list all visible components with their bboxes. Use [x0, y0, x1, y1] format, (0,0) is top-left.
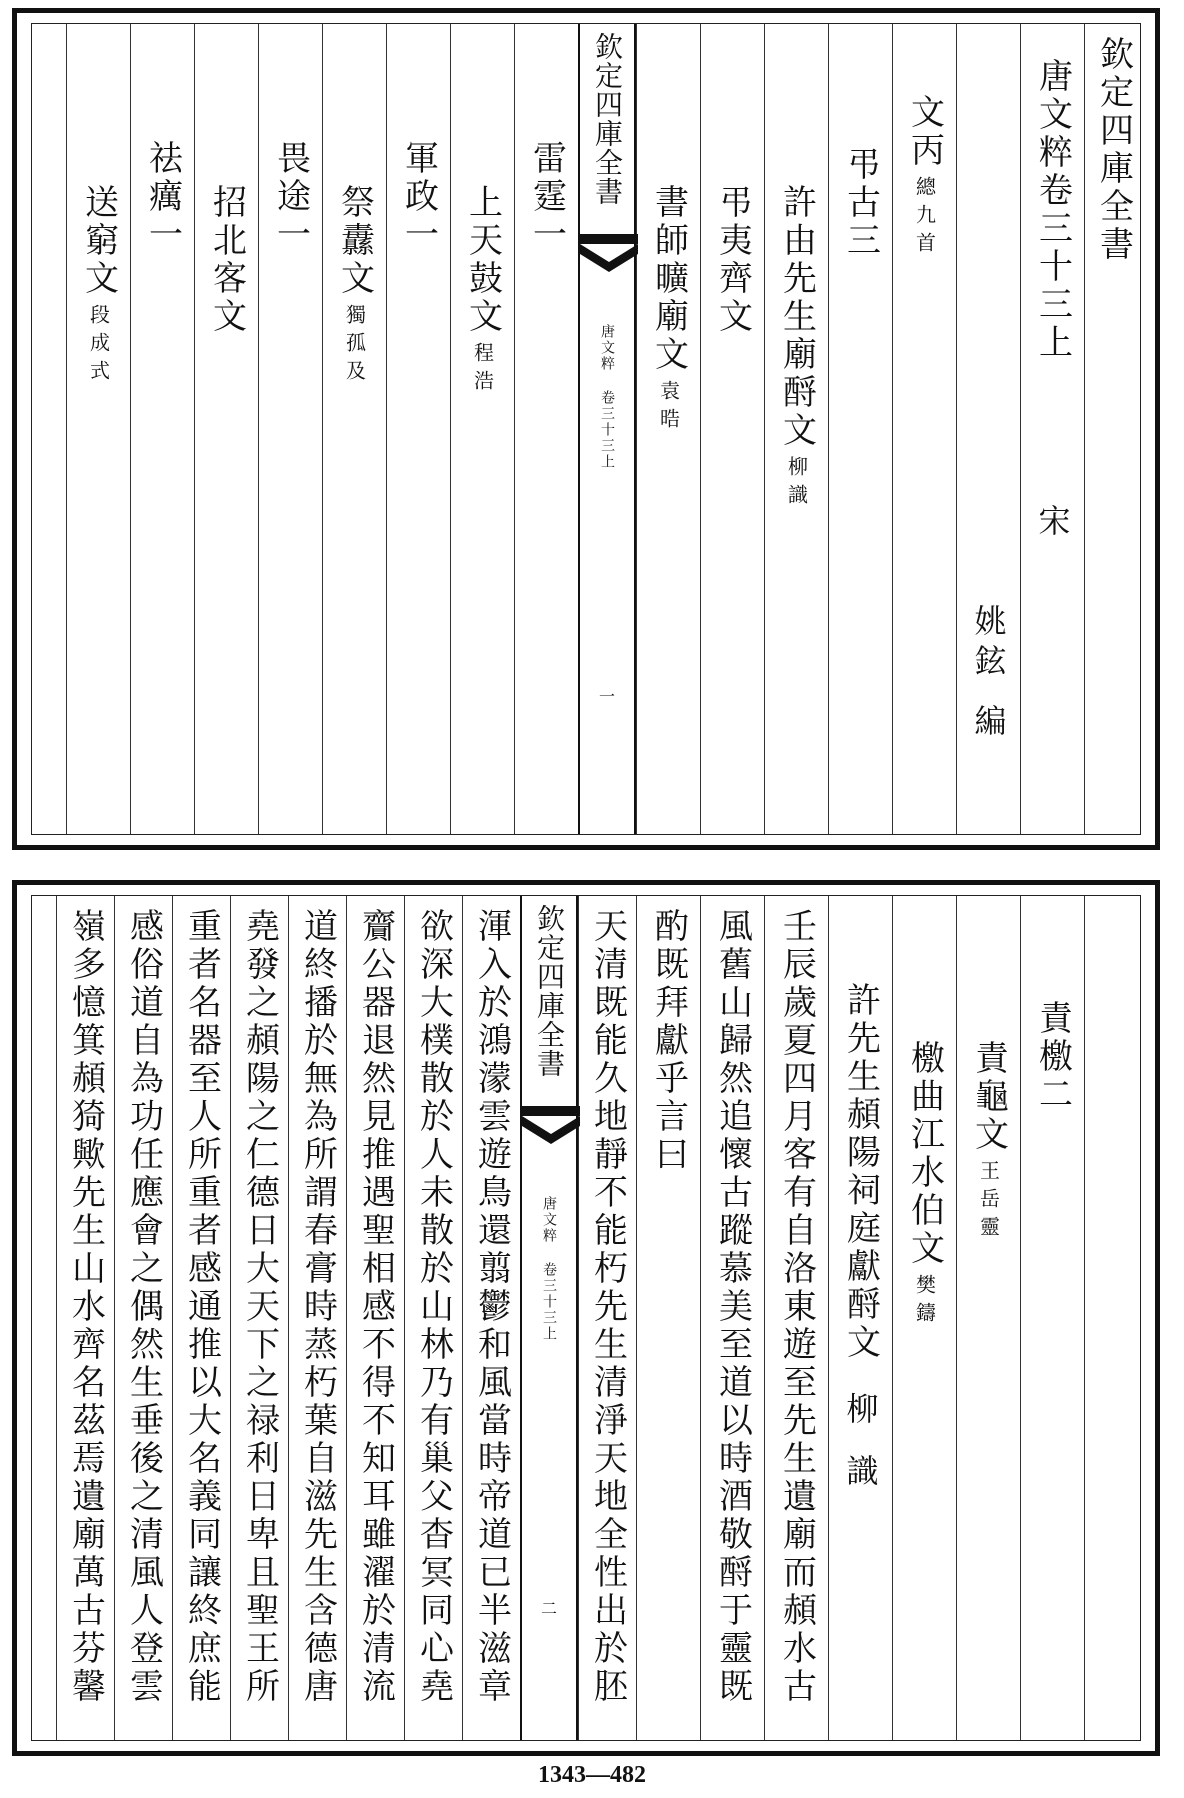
column-text: 渾入於鴻濛雲遊鳥還翦鬱和風當時帝道已半滋章 — [471, 908, 512, 1706]
main-text: 許先生頳陽祠庭獻酹文 — [840, 982, 881, 1362]
column-b-l4 — [230, 896, 288, 1740]
column-text — [776, 184, 817, 512]
note-text: 王岳靈 — [976, 1160, 1001, 1244]
column-b-l1 — [404, 896, 462, 1740]
column-t-l7 — [66, 24, 130, 834]
column-text: 道終播於無為所謂春膏時蒸朽葉自滋先生含德唐 — [297, 908, 338, 1706]
note-text: 柳識 — [784, 456, 809, 512]
column-text: 軍政一 — [398, 140, 439, 254]
column-text — [840, 982, 881, 1516]
note-text: 段成式 — [86, 304, 111, 388]
column-text: 堯發之頳陽之仁德日大天下之禄利日卑且聖王所 — [239, 908, 280, 1706]
column-b-l7 — [56, 896, 114, 1740]
column-text: 嶺多憶箕頳猗歟先生山水齊名茲焉遺廟萬古芬馨 — [65, 908, 106, 1706]
column-t-l5 — [194, 24, 258, 834]
column-t-r4 — [828, 24, 892, 834]
center-strip-bottom — [520, 896, 578, 1740]
column-text — [968, 1040, 1009, 1244]
column-b-l2 — [346, 896, 404, 1740]
main-text: 許由先生廟酹文 — [776, 184, 817, 450]
column-text: 責檄二 — [1032, 1000, 1073, 1114]
main-text: 責龜文 — [968, 1040, 1009, 1154]
note-text: 柳識 — [841, 1392, 880, 1516]
main-text: 文丙 — [904, 94, 945, 170]
column-text — [648, 184, 689, 436]
column-text: 雷霆一 — [526, 140, 567, 254]
column-text: 祛癘一 — [142, 140, 183, 254]
column-t-r3 — [892, 24, 956, 834]
note-text: 獨孤及 — [342, 304, 367, 388]
column-t-r0 — [1084, 24, 1142, 834]
column-b-r4 — [828, 896, 892, 1740]
column-t-l3 — [322, 24, 386, 834]
column-b-r0 — [1084, 896, 1142, 1740]
center-subtitle: 唐文粹 卷三十三上 — [541, 1196, 557, 1342]
column-text: 欲深大樸散於人未散於山林乃有巢父杳冥同心堯 — [413, 908, 454, 1706]
main-text: 上天鼓文 — [462, 184, 503, 336]
column-t-l4 — [258, 24, 322, 834]
column-t-r1 — [1020, 24, 1084, 834]
column-text — [334, 184, 375, 388]
column-text — [904, 1040, 945, 1330]
column-b-r8 — [578, 896, 636, 1740]
column-t-l0 — [514, 24, 578, 834]
column-t-r7 — [636, 24, 700, 834]
main-text: 書師曠廟文 — [648, 184, 689, 374]
column-b-r3 — [892, 896, 956, 1740]
main-text: 祭纛文 — [334, 184, 375, 298]
column-b-l6 — [114, 896, 172, 1740]
note-text: 程浩 — [470, 342, 495, 398]
author-name: 姚鉉 — [969, 604, 1008, 684]
author-dynasty: 宋 — [1033, 504, 1072, 544]
column-t-l2 — [386, 24, 450, 834]
column-t-l6 — [130, 24, 194, 834]
column-b-l5 — [172, 896, 230, 1740]
center-title: 欽定四庫全書 — [591, 32, 624, 206]
column-t-r6 — [700, 24, 764, 834]
column-text — [462, 184, 503, 398]
column-t-edge — [32, 24, 66, 834]
page-panel-top — [12, 8, 1160, 850]
column-text: 重者名器至人所重者感通推以大名義同讓終庶能 — [181, 908, 222, 1706]
column-text: 壬辰歲夏四月客有自洛東遊至先生遺廟而頳水古 — [776, 908, 817, 1706]
column-text: 唐文粹卷三十三上 — [1032, 58, 1073, 362]
column-text — [904, 94, 945, 260]
page-frame-bottom — [31, 895, 1141, 1741]
center-strip-top — [578, 24, 636, 834]
column-text: 酌既拜獻乎言曰 — [648, 908, 689, 1174]
column-b-r7 — [636, 896, 700, 1740]
column-text: 天清既能久地靜不能朽先生清淨天地全性出於胚 — [587, 908, 628, 1706]
column-text: 弔古三 — [840, 146, 881, 260]
column-b-r6 — [700, 896, 764, 1740]
center-page-number: 二 — [540, 1599, 558, 1618]
page-panel-bottom — [12, 880, 1160, 1756]
column-b-l3 — [288, 896, 346, 1740]
center-page-number: 一 — [598, 687, 616, 706]
column-text: 風舊山歸然追懷古蹤慕美至道以時酒敬酹于靈既 — [712, 908, 753, 1706]
fishtail-icon — [522, 1106, 580, 1146]
column-text — [78, 184, 119, 388]
note-text: 樊鑄 — [912, 1274, 937, 1330]
column-b-r2 — [956, 896, 1020, 1740]
fishtail-icon — [580, 234, 638, 274]
column-text: 畏途一 — [270, 140, 311, 254]
column-text: 弔夷齊文 — [712, 184, 753, 336]
column-text: 齎公器退然見推遇聖相感不得不知耳雖濯於清流 — [355, 908, 396, 1706]
main-text: 檄曲江水伯文 — [904, 1040, 945, 1268]
center-title: 欽定四庫全書 — [533, 904, 566, 1078]
page-footer-code: 1343—482 — [538, 1762, 646, 1788]
column-t-r5 — [764, 24, 828, 834]
column-b-r1 — [1020, 896, 1084, 1740]
column-t-l1 — [450, 24, 514, 834]
column-text: 招北客文 — [206, 184, 247, 336]
main-text: 送窮文 — [78, 184, 119, 298]
note-text: 袁晧 — [656, 380, 681, 436]
column-b-r5 — [764, 896, 828, 1740]
column-text: 感俗道自為功任應會之偶然生垂後之清風人登雲 — [123, 908, 164, 1706]
column-t-r2 — [956, 24, 1020, 834]
column-text: 欽定四庫全書 — [1093, 36, 1134, 264]
column-b-l0 — [462, 896, 520, 1740]
page-frame-top — [31, 23, 1141, 835]
center-subtitle: 唐文粹 卷三十三上 — [599, 324, 615, 470]
column-b-edge — [32, 896, 56, 1740]
note-text: 總九首 — [912, 176, 937, 260]
author-role: 編 — [969, 704, 1008, 744]
